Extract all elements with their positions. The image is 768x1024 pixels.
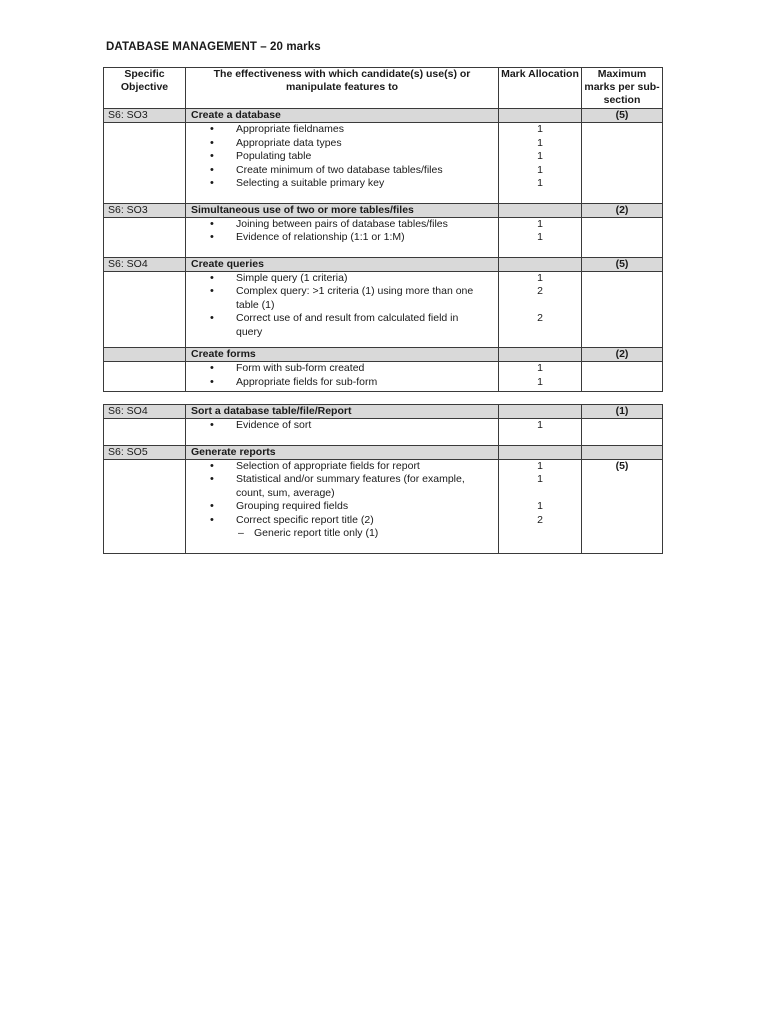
marks-cell	[499, 123, 582, 204]
mark-value: 2	[537, 312, 543, 324]
marks-cell	[499, 271, 582, 348]
section-allocation-empty	[499, 109, 582, 123]
criteria-cell	[186, 123, 499, 204]
mark-value: 1	[537, 150, 543, 162]
criteria-item: • Create minimum of two database tables/files	[186, 164, 498, 178]
section-row-create-database	[104, 109, 663, 123]
mark-value: 1	[537, 459, 543, 472]
mark-gap	[499, 299, 581, 313]
mark-value: 1	[537, 500, 543, 512]
objective-cell-empty	[104, 419, 186, 446]
section-max	[582, 445, 663, 459]
mark-value: 1	[537, 362, 543, 374]
section-objective: S6: SO5	[104, 445, 186, 459]
criteria-item: • Selecting a suitable primary key	[186, 177, 498, 191]
max-cell: (5)	[582, 459, 663, 553]
criteria-item: • Evidence of relationship (1:1 or 1:M)	[186, 231, 498, 245]
section-objective	[104, 348, 186, 362]
mark-value: 1	[537, 419, 543, 431]
section-objective: S6: SO4	[104, 257, 186, 271]
criteria-item: • Appropriate fields for sub-form	[186, 376, 498, 390]
section-allocation-empty	[499, 445, 582, 459]
criteria-row	[104, 217, 663, 257]
criteria-cell	[186, 271, 499, 348]
criteria-item: • Evidence of sort	[186, 419, 498, 433]
rubric-table-bottom	[103, 404, 663, 554]
section-allocation-empty	[499, 348, 582, 362]
objective-cell-empty	[104, 459, 186, 553]
section-title: Simultaneous use of two or more tables/files	[186, 203, 499, 217]
marks-cell	[499, 459, 582, 553]
section-title: Generate reports	[186, 445, 499, 459]
header-maximum: Maximum marks per sub-section	[582, 68, 663, 109]
criteria-cell	[186, 419, 499, 446]
header-criteria: The effectiveness with which candidate(s) use(s) or manipulate features to	[186, 68, 499, 109]
criteria-item: • Complex query: >1 criteria (1) using more than one table (1)	[186, 285, 498, 312]
criteria-item: • Joining between pairs of database tables/files	[186, 218, 498, 232]
mark-value: 1	[537, 231, 543, 243]
max-cell-empty	[582, 271, 663, 348]
section-allocation-empty	[499, 257, 582, 271]
criteria-item: • Form with sub-form created	[186, 362, 498, 376]
objective-cell-empty	[104, 271, 186, 348]
criteria-item: • Grouping required fields	[186, 500, 498, 514]
max-cell-empty	[582, 123, 663, 204]
section-max: (1)	[582, 405, 663, 419]
objective-cell-empty	[104, 217, 186, 257]
mark-value: 1	[537, 177, 543, 189]
criteria-item: • Simple query (1 criteria)	[186, 272, 498, 286]
section-row-create-forms	[104, 348, 663, 362]
mark-value: 2	[537, 513, 543, 526]
section-objective: S6: SO4	[104, 405, 186, 419]
criteria-row	[104, 123, 663, 204]
mark-value: 2	[537, 285, 543, 297]
mark-value: 1	[537, 271, 543, 284]
max-cell-empty	[582, 362, 663, 392]
section-row-generate-reports	[104, 445, 663, 459]
section-objective: S6: SO3	[104, 203, 186, 217]
section-objective: S6: SO3	[104, 109, 186, 123]
section-allocation-empty	[499, 203, 582, 217]
objective-cell-empty	[104, 123, 186, 204]
max-cell-empty	[582, 217, 663, 257]
criteria-item: • Appropriate fieldnames	[186, 123, 498, 137]
section-max: (5)	[582, 109, 663, 123]
section-max: (5)	[582, 257, 663, 271]
criteria-item: • Correct use of and result from calculated field in query	[186, 312, 498, 339]
criteria-row	[104, 419, 663, 446]
criteria-row	[104, 271, 663, 348]
criteria-item: • Correct specific report title (2)	[186, 514, 498, 528]
criteria-item: • Selection of appropriate fields for report	[186, 460, 498, 474]
criteria-row	[104, 362, 663, 392]
mark-value: 1	[537, 375, 543, 388]
header-allocation: Mark Allocation	[499, 68, 582, 109]
marks-cell	[499, 217, 582, 257]
max-cell-empty	[582, 419, 663, 446]
section-row-create-queries	[104, 257, 663, 271]
mark-value: 1	[537, 473, 543, 485]
marks-cell	[499, 362, 582, 392]
document-title: DATABASE MANAGEMENT – 20 marks	[106, 41, 321, 53]
mark-value: 1	[537, 217, 543, 230]
criteria-cell	[186, 459, 499, 553]
criteria-cell	[186, 217, 499, 257]
objective-cell-empty	[104, 362, 186, 392]
criteria-item: • Appropriate data types	[186, 137, 498, 151]
mark-value: 1	[537, 136, 543, 149]
rubric-table-top	[103, 67, 663, 392]
section-row-sort	[104, 405, 663, 419]
mark-value: 1	[537, 163, 543, 176]
section-max: (2)	[582, 348, 663, 362]
header-row	[104, 68, 663, 109]
header-objective: Specific Objective	[104, 68, 186, 109]
section-title: Sort a database table/file/Report	[186, 405, 499, 419]
criteria-cell	[186, 362, 499, 392]
section-title: Create queries	[186, 257, 499, 271]
section-allocation-empty	[499, 405, 582, 419]
criteria-item: • Populating table	[186, 150, 498, 164]
criteria-sub-item: – Generic report title only (1)	[186, 527, 498, 553]
mark-value: 1	[537, 123, 543, 135]
section-row-simultaneous-tables	[104, 203, 663, 217]
section-max: (2)	[582, 203, 663, 217]
criteria-row	[104, 459, 663, 553]
marks-cell	[499, 419, 582, 446]
section-title: Create forms	[186, 348, 499, 362]
section-title: Create a database	[186, 109, 499, 123]
mark-gap	[499, 487, 581, 501]
criteria-item: • Statistical and/or summary features (for example, count, sum, average)	[186, 473, 498, 500]
